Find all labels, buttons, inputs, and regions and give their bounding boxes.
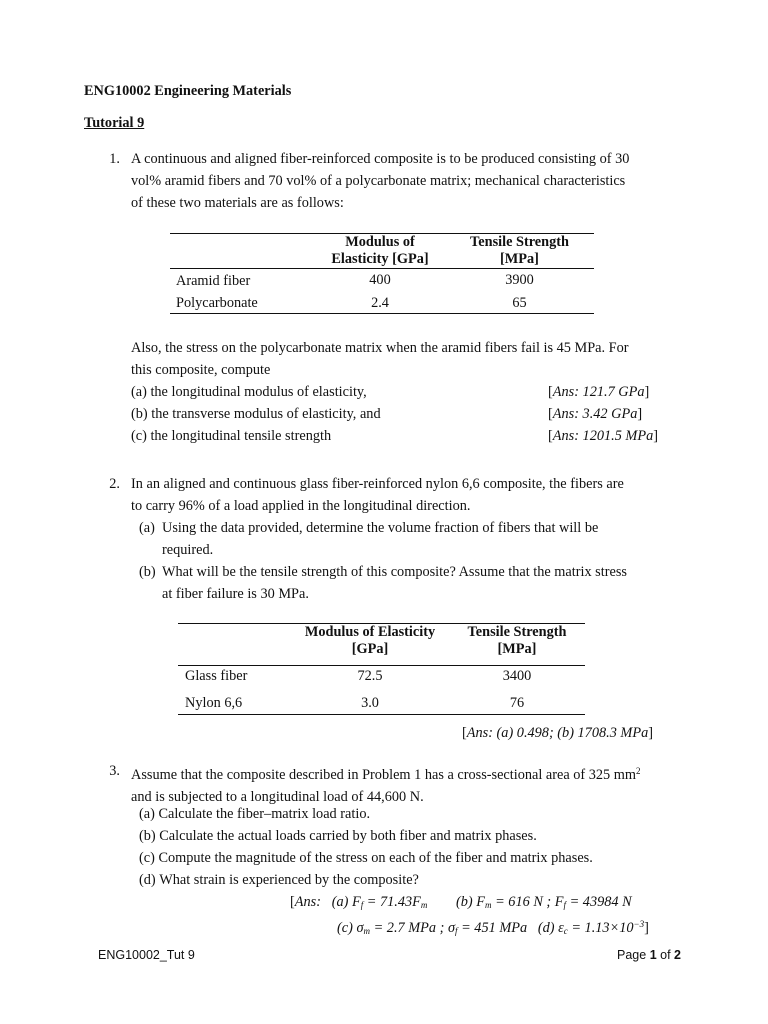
modulus-value: 400 bbox=[369, 272, 391, 288]
table-row bbox=[170, 268, 594, 292]
q1-also-line: Also, the stress on the polycarbonate matrix when the aramid fibers fail is 45 MPa. For bbox=[131, 340, 629, 356]
material-name: Polycarbonate bbox=[176, 295, 258, 311]
q1-table-modulus-header: Modulus of Elasticity [GPa] bbox=[331, 234, 429, 267]
q1-number: 1. bbox=[109, 151, 120, 167]
q3-part-b: (b) Calculate the actual loads carried by both fiber and matrix phases. bbox=[139, 828, 537, 844]
material-name: Aramid fiber bbox=[176, 273, 251, 289]
q2-intro-line: to carry 96% of a load applied in the longitudinal direction. bbox=[131, 498, 471, 514]
q3-intro-line: Assume that the composite described in Problem 1 has a cross-sectional area of 325 $mm^2$ bbox=[131, 766, 641, 783]
q1-intro-line: of these two materials are as follows: bbox=[131, 195, 344, 211]
q1-also bbox=[131, 337, 691, 381]
q3-part-d: (d) What strain is experienced by the composite? bbox=[139, 872, 419, 888]
q2-part-b-label: (b) bbox=[139, 564, 156, 580]
modulus-value: 3.0 bbox=[361, 695, 379, 711]
q2-intro-line: In an aligned and continuous glass fiber-reinforced nylon 6,6 composite, the fibers are bbox=[131, 476, 624, 492]
material-name: Nylon 6,6 bbox=[185, 695, 243, 711]
strength-value: 3900 bbox=[505, 272, 534, 288]
q1-answer-a: [Ans: 121.7 GPa] bbox=[548, 384, 650, 400]
q1-intro-line: A continuous and aligned fiber-reinforced composite is to be produced consisting of 30 bbox=[131, 151, 630, 167]
q3-part-c: (c) Compute the magnitude of the stress on each of the fiber and matrix phases. bbox=[139, 850, 593, 866]
q2-number: 2. bbox=[109, 476, 120, 492]
material-name: Glass fiber bbox=[185, 668, 248, 684]
q1-part-a: (a) the longitudinal modulus of elasticity, bbox=[131, 384, 367, 400]
q3-answer-line-2: (c) $\sigma_m = 2.7$ MPa ; $\sigma_f = 451$ MPa (d) $\varepsilon_c = 1.13\times 10^{-3}$] bbox=[337, 919, 649, 936]
tutorial-title: Tutorial 9 bbox=[84, 115, 145, 131]
q2-answer: [Ans: (a) 0.498; (b) 1708.3 MPa] bbox=[462, 725, 653, 741]
q2-table-material-header bbox=[178, 624, 291, 662]
q2-properties-table bbox=[178, 624, 585, 716]
q2-table-modulus-header: Modulus of Elasticity [GPa] bbox=[304, 624, 436, 657]
q1-intro bbox=[131, 148, 691, 214]
table-row bbox=[178, 690, 585, 716]
footer-doc-code: ENG10002_Tut 9 bbox=[98, 948, 195, 962]
q1-part-b: (b) the transverse modulus of elasticity, and bbox=[131, 406, 381, 422]
q3-intro-line: and is subjected to a longitudinal load of 44,600 N. bbox=[131, 789, 424, 805]
q1-properties-table bbox=[170, 234, 594, 314]
q2-intro bbox=[131, 473, 691, 517]
q1-part-c: (c) the longitudinal tensile strength bbox=[131, 428, 332, 444]
q1-intro-line: vol% aramid fibers and 70 vol% of a polycarbonate matrix; mechanical characteristics bbox=[131, 173, 626, 189]
footer-page-number: Page 1 of 2 bbox=[617, 948, 681, 962]
q1-also-line: this composite, compute bbox=[131, 362, 271, 378]
table-row bbox=[170, 292, 594, 314]
q2-part-a: Using the data provided, determine the volume fraction of fibers that will be required. bbox=[162, 520, 599, 558]
q1-table-material-header bbox=[170, 234, 315, 268]
q3-number: 3. bbox=[109, 763, 120, 779]
q3-intro bbox=[131, 760, 711, 808]
q1-table-strength-header: Tensile Strength [MPa] bbox=[470, 234, 569, 267]
modulus-value: 2.4 bbox=[371, 295, 389, 311]
strength-value: 76 bbox=[509, 695, 525, 711]
modulus-value: 72.5 bbox=[357, 668, 383, 684]
table-row bbox=[178, 662, 585, 690]
q2-part-a-label: (a) bbox=[139, 520, 155, 536]
strength-value: 65 bbox=[512, 295, 527, 311]
course-title: ENG10002 Engineering Materials bbox=[84, 83, 292, 99]
q2-table-strength-header: Tensile Strength [MPa] bbox=[467, 624, 567, 657]
q3-answer-line-1: [Ans: (a) $F_f = 71.43F_m$ (b) $F_m = 616$ N ; $F_f = 43984$ N bbox=[290, 894, 632, 910]
q1-answer-c: [Ans: 1201.5 MPa] bbox=[548, 428, 658, 444]
strength-value: 3400 bbox=[502, 668, 532, 684]
q2-part-b: What will be the tensile strength of this composite? Assume that the matrix stress at fiber failure is 30 MPa. bbox=[162, 564, 627, 602]
q1-answer-b: [Ans: 3.42 GPa] bbox=[548, 406, 643, 422]
q3-part-a: (a) Calculate the fiber–matrix load ratio. bbox=[139, 806, 371, 822]
